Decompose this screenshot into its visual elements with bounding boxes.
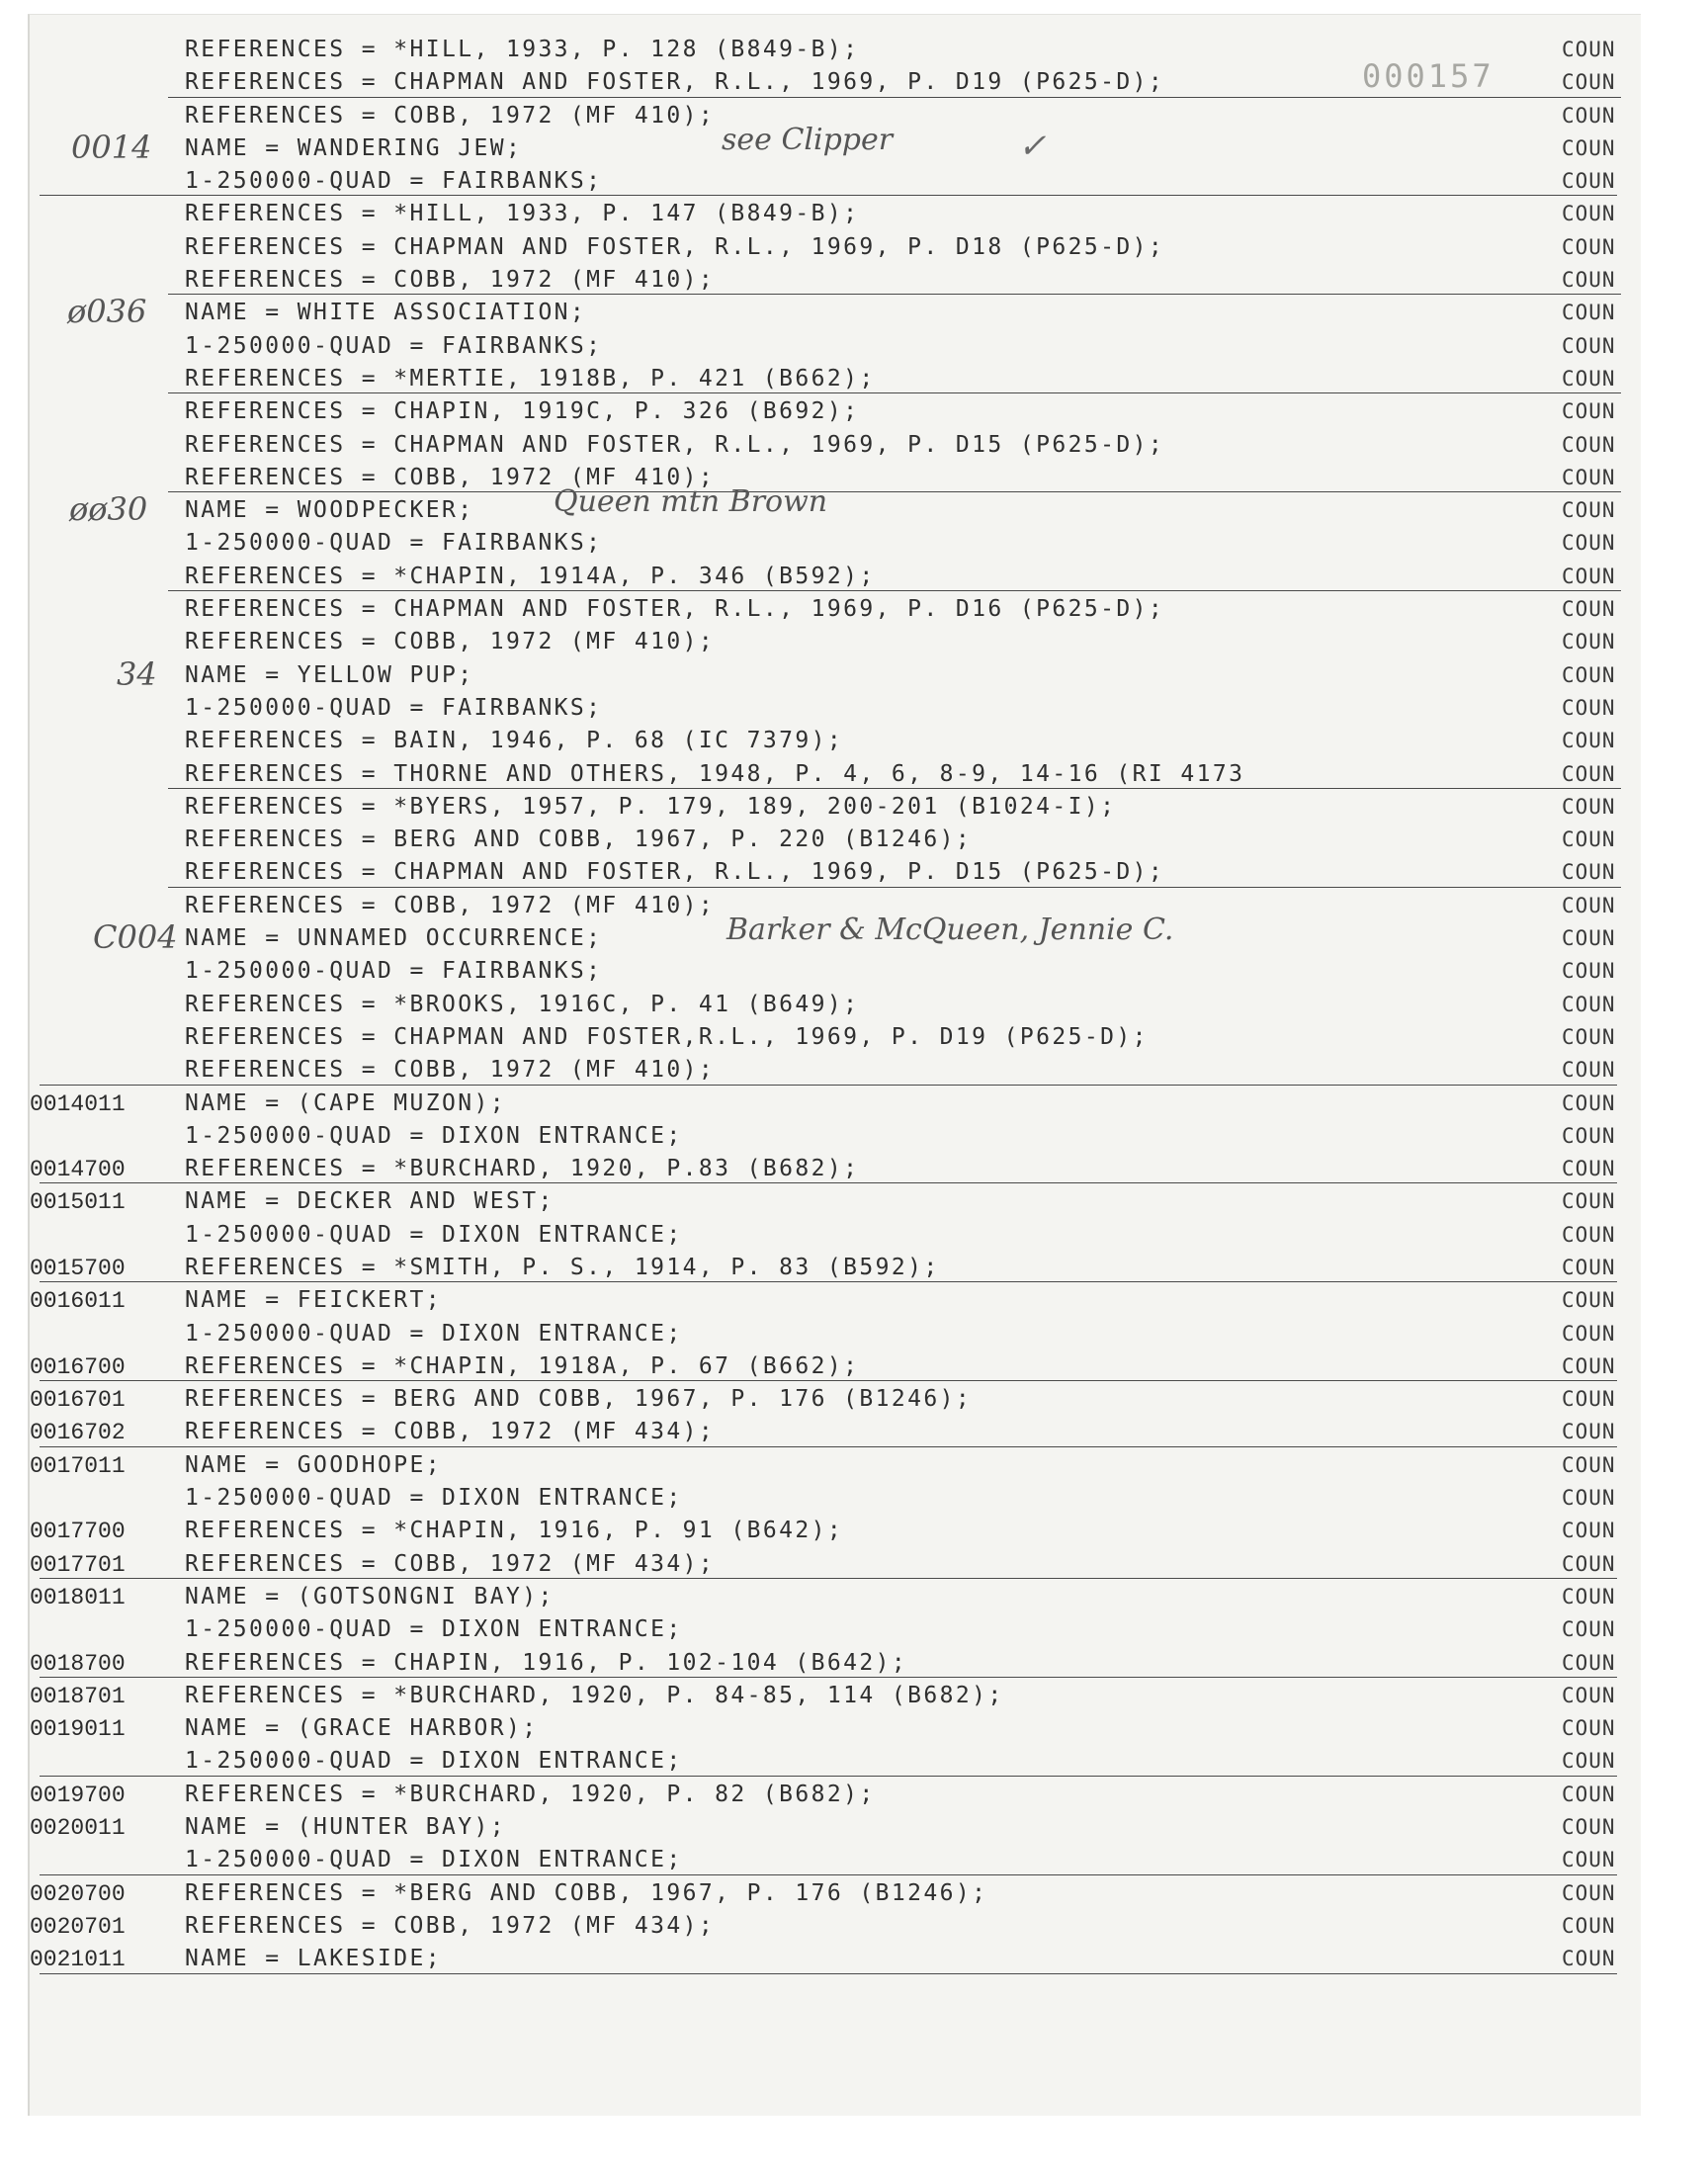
continuation-label: COUN xyxy=(1562,301,1616,325)
record-line xyxy=(0,363,1708,395)
record-line xyxy=(0,1219,1708,1252)
record-line xyxy=(0,1680,1708,1712)
continuation-label: COUN xyxy=(1562,333,1616,358)
record-line xyxy=(0,1054,1708,1087)
sequence-number: 0020700 xyxy=(30,1880,126,1907)
record-line xyxy=(0,913,1708,957)
page-number-stamp: 000157 xyxy=(1362,57,1494,95)
record-line xyxy=(0,1120,1708,1153)
sequence-number: 0015011 xyxy=(30,1189,126,1216)
record-text: REFERENCES = COBB, 1972 (MF 410); xyxy=(185,629,716,655)
record-line xyxy=(0,725,1708,757)
record-text: REFERENCES = *HILL, 1933, P. 128 (B849-B); xyxy=(185,37,860,62)
continuation-label: COUN xyxy=(1562,1387,1616,1412)
continuation-label: COUN xyxy=(1562,1749,1616,1774)
record-text: REFERENCES = *BURCHARD, 1920, P.83 (B682); xyxy=(185,1156,860,1182)
continuation-label: COUN xyxy=(1562,1551,1616,1576)
record-text: 1-250000-QUAD = FAIRBANKS; xyxy=(185,332,603,359)
record-line xyxy=(0,395,1708,428)
checkmark-icon: ✓ xyxy=(1018,126,1047,166)
record-line xyxy=(0,165,1708,198)
record-line xyxy=(0,561,1708,593)
continuation-label: COUN xyxy=(1562,1189,1616,1214)
record-line xyxy=(0,856,1708,889)
record-line xyxy=(0,1745,1708,1778)
record-text: NAME = DECKER AND WEST; xyxy=(185,1188,555,1215)
continuation-label: COUN xyxy=(1562,794,1616,819)
record-text: REFERENCES = COBB, 1972 (MF 434); xyxy=(185,1550,716,1577)
continuation-label: COUN xyxy=(1562,498,1616,523)
continuation-label: COUN xyxy=(1562,135,1616,160)
continuation-label: COUN xyxy=(1562,729,1616,753)
sequence-number: 0020011 xyxy=(30,1815,126,1842)
continuation-label: COUN xyxy=(1562,630,1616,654)
continuation-label: COUN xyxy=(1562,1584,1616,1609)
continuation-label: COUN xyxy=(1562,103,1616,128)
continuation-label: COUN xyxy=(1562,465,1616,489)
record-text: REFERENCES = *BURCHARD, 1920, P. 82 (B682); xyxy=(185,1781,876,1807)
continuation-label: COUN xyxy=(1562,1913,1616,1938)
record-text: REFERENCES = COBB, 1972 (MF 410); xyxy=(185,464,716,490)
record-text: NAME = WANDERING JEW; xyxy=(185,134,523,161)
sequence-number: 0020701 xyxy=(30,1913,126,1940)
handwritten-record-number: øø30 xyxy=(69,490,148,529)
record-line xyxy=(0,824,1708,856)
record-line xyxy=(0,198,1708,230)
record-text: REFERENCES = *SMITH, P. S., 1914, P. 83 (B592); xyxy=(185,1254,940,1280)
continuation-label: COUN xyxy=(1562,531,1616,556)
continuation-label: COUN xyxy=(1562,1090,1616,1115)
sequence-number: 0017011 xyxy=(30,1452,126,1479)
record-line xyxy=(0,264,1708,297)
record-text: REFERENCES = CHAPIN, 1919C, P. 326 (B692); xyxy=(185,398,860,425)
record-text: 1-250000-QUAD = DIXON ENTRANCE; xyxy=(185,1847,683,1873)
record-text: REFERENCES = COBB, 1972 (MF 434); xyxy=(185,1419,716,1445)
record-line xyxy=(0,1877,1708,1910)
record-line xyxy=(0,1153,1708,1185)
record-line xyxy=(0,66,1708,99)
record-text: NAME = WOODPECKER; xyxy=(185,497,474,524)
record-text: REFERENCES = COBB, 1972 (MF 410); xyxy=(185,1057,716,1084)
continuation-label: COUN xyxy=(1562,1255,1616,1279)
record-line xyxy=(0,989,1708,1021)
record-text: 1-250000-QUAD = DIXON ENTRANCE; xyxy=(185,1320,683,1347)
handwritten-note: Barker & McQueen, Jennie C. xyxy=(726,913,1174,948)
record-line xyxy=(0,462,1708,494)
continuation-label: COUN xyxy=(1562,1157,1616,1181)
record-line xyxy=(0,330,1708,363)
continuation-label: COUN xyxy=(1562,70,1616,95)
continuation-label: COUN xyxy=(1562,399,1616,424)
record-listing xyxy=(0,34,1708,1976)
continuation-label: COUN xyxy=(1562,169,1616,194)
continuation-label: COUN xyxy=(1562,1947,1616,1971)
record-text: NAME = WHITE ASSOCIATION; xyxy=(185,300,587,326)
record-text: REFERENCES = *MERTIE, 1918B, P. 421 (B662); xyxy=(185,365,876,392)
continuation-label: COUN xyxy=(1562,695,1616,720)
sequence-number: 0021011 xyxy=(30,1947,126,1973)
record-text: REFERENCES = CHAPMAN AND FOSTER, R.L., 1969, P. D15 (P625-D); xyxy=(185,431,1165,458)
sequence-number: 0016702 xyxy=(30,1420,126,1446)
record-line xyxy=(0,1647,1708,1680)
record-line xyxy=(0,231,1708,264)
record-text: 1-250000-QUAD = FAIRBANKS; xyxy=(185,694,603,721)
record-text: REFERENCES = COBB, 1972 (MF 410); xyxy=(185,102,716,129)
handwritten-record-number: 34 xyxy=(117,654,157,693)
sequence-number: 0018011 xyxy=(30,1584,126,1610)
continuation-label: COUN xyxy=(1562,202,1616,226)
record-text: REFERENCES = *CHAPIN, 1918A, P. 67 (B662); xyxy=(185,1352,860,1379)
continuation-label: COUN xyxy=(1562,432,1616,457)
record-line xyxy=(0,654,1708,693)
record-line xyxy=(0,122,1708,166)
record-text: 1-250000-QUAD = FAIRBANKS; xyxy=(185,958,603,985)
continuation-label: COUN xyxy=(1562,268,1616,293)
continuation-label: COUN xyxy=(1562,893,1616,917)
record-text: 1-250000-QUAD = FAIRBANKS; xyxy=(185,168,603,195)
record-text: REFERENCES = COBB, 1972 (MF 410); xyxy=(185,267,716,294)
record-line xyxy=(0,1844,1708,1876)
continuation-label: COUN xyxy=(1562,1452,1616,1477)
continuation-label: COUN xyxy=(1562,1420,1616,1444)
record-line xyxy=(0,1416,1708,1448)
record-text: REFERENCES = *CHAPIN, 1916, P. 91 (B642); xyxy=(185,1518,844,1544)
record-text: REFERENCES = CHAPMAN AND FOSTER, R.L., 1969, P. D16 (P625-D); xyxy=(185,596,1165,623)
record-text: 1-250000-QUAD = DIXON ENTRANCE; xyxy=(185,1616,683,1643)
record-line xyxy=(0,484,1708,529)
record-text: REFERENCES = BERG AND COBB, 1967, P. 220 (B1246); xyxy=(185,826,973,853)
continuation-label: COUN xyxy=(1562,1321,1616,1346)
continuation-label: COUN xyxy=(1562,597,1616,622)
continuation-label: COUN xyxy=(1562,992,1616,1016)
record-text: 1-250000-QUAD = DIXON ENTRANCE; xyxy=(185,1221,683,1248)
sequence-number: 0017700 xyxy=(30,1519,126,1545)
record-line xyxy=(0,1021,1708,1054)
handwritten-record-number: ø036 xyxy=(67,293,147,331)
continuation-label: COUN xyxy=(1562,1617,1616,1642)
continuation-label: COUN xyxy=(1562,827,1616,852)
handwritten-note: see Clipper xyxy=(722,122,894,157)
record-text: REFERENCES = *BYERS, 1957, P. 179, 189, 200-201 (B1024-I); xyxy=(185,793,1117,820)
continuation-label: COUN xyxy=(1562,1519,1616,1543)
record-line xyxy=(0,34,1708,66)
continuation-label: COUN xyxy=(1562,1123,1616,1148)
continuation-label: COUN xyxy=(1562,761,1616,786)
record-text: REFERENCES = *BERG AND COBB, 1967, P. 176 (B1246); xyxy=(185,1879,988,1906)
continuation-label: COUN xyxy=(1562,926,1616,951)
continuation-label: COUN xyxy=(1562,1716,1616,1741)
continuation-label: COUN xyxy=(1562,1650,1616,1675)
record-line xyxy=(0,1515,1708,1547)
record-text: NAME = FEICKERT; xyxy=(185,1287,442,1314)
record-text: NAME = GOODHOPE; xyxy=(185,1451,442,1478)
record-text: REFERENCES = CHAPMAN AND FOSTER, R.L., 1969, P. D15 (P625-D); xyxy=(185,859,1165,886)
record-text: REFERENCES = COBB, 1972 (MF 434); xyxy=(185,1912,716,1939)
record-text: 1-250000-QUAD = DIXON ENTRANCE; xyxy=(185,1485,683,1512)
continuation-label: COUN xyxy=(1562,1288,1616,1313)
record-line xyxy=(0,791,1708,824)
continuation-label: COUN xyxy=(1562,959,1616,984)
continuation-label: COUN xyxy=(1562,564,1616,588)
record-text: REFERENCES = *CHAPIN, 1914A, P. 346 (B592); xyxy=(185,563,876,589)
record-text: 1-250000-QUAD = DIXON ENTRANCE; xyxy=(185,1748,683,1775)
sequence-number: 0014700 xyxy=(30,1157,126,1183)
continuation-label: COUN xyxy=(1562,1024,1616,1049)
sequence-number: 0016011 xyxy=(30,1288,126,1315)
record-text: NAME = LAKESIDE; xyxy=(185,1946,442,1972)
record-text: REFERENCES = *HILL, 1933, P. 147 (B849-B); xyxy=(185,201,860,227)
continuation-label: COUN xyxy=(1562,860,1616,885)
sequence-number: 0014011 xyxy=(30,1090,126,1117)
continuation-label: COUN xyxy=(1562,1486,1616,1511)
record-line xyxy=(0,692,1708,725)
handwritten-record-number: C004 xyxy=(93,918,178,957)
record-line xyxy=(0,1318,1708,1350)
record-line xyxy=(0,758,1708,791)
continuation-label: COUN xyxy=(1562,1353,1616,1378)
record-line xyxy=(0,1350,1708,1383)
record-line xyxy=(0,1383,1708,1416)
record-line xyxy=(0,293,1708,331)
handwritten-note: Queen mtn Brown xyxy=(554,484,828,520)
record-line xyxy=(0,1088,1708,1120)
continuation-label: COUN xyxy=(1562,1683,1616,1707)
record-line xyxy=(0,1910,1708,1943)
record-text: REFERENCES = CHAPMAN AND FOSTER,R.L., 1969, P. D19 (P625-D); xyxy=(185,1023,1149,1050)
record-line xyxy=(0,429,1708,462)
sequence-number: 0015700 xyxy=(30,1255,126,1281)
sequence-number: 0019700 xyxy=(30,1782,126,1808)
record-text: REFERENCES = BAIN, 1946, P. 68 (IC 7379); xyxy=(185,728,844,754)
continuation-label: COUN xyxy=(1562,1815,1616,1840)
sequence-number: 0017701 xyxy=(30,1551,126,1578)
record-text: NAME = (GOTSONGNI BAY); xyxy=(185,1583,555,1610)
record-text: NAME = (CAPE MUZON); xyxy=(185,1089,506,1116)
record-line xyxy=(0,1811,1708,1844)
continuation-label: COUN xyxy=(1562,234,1616,259)
record-line xyxy=(0,1482,1708,1515)
record-text: REFERENCES = THORNE AND OTHERS, 1948, P. 4, 6, 8-9, 14-16 (RI 4173 xyxy=(185,760,1245,787)
continuation-label: COUN xyxy=(1562,1782,1616,1806)
record-line xyxy=(0,1581,1708,1613)
record-line xyxy=(0,1185,1708,1218)
record-line xyxy=(0,1548,1708,1581)
continuation-label: COUN xyxy=(1562,1880,1616,1905)
record-text: NAME = (HUNTER BAY); xyxy=(185,1814,506,1841)
record-text: REFERENCES = CHAPMAN AND FOSTER, R.L., 1969, P. D18 (P625-D); xyxy=(185,233,1165,260)
record-line xyxy=(0,527,1708,560)
record-text: REFERENCES = BERG AND COBB, 1967, P. 176 (B1246); xyxy=(185,1386,973,1413)
sequence-number: 0016700 xyxy=(30,1353,126,1380)
record-line xyxy=(0,1284,1708,1317)
continuation-label: COUN xyxy=(1562,38,1616,61)
handwritten-record-number: 0014 xyxy=(71,128,152,166)
continuation-label: COUN xyxy=(1562,1222,1616,1247)
sequence-number: 0018701 xyxy=(30,1683,126,1709)
record-text: REFERENCES = *BROOKS, 1916C, P. 41 (B649); xyxy=(185,991,860,1017)
record-line xyxy=(0,593,1708,626)
sequence-number: 0019011 xyxy=(30,1716,126,1743)
record-line xyxy=(0,1779,1708,1811)
record-text: REFERENCES = COBB, 1972 (MF 410); xyxy=(185,892,716,918)
continuation-label: COUN xyxy=(1562,662,1616,687)
record-line xyxy=(0,955,1708,988)
continuation-label: COUN xyxy=(1562,1058,1616,1083)
continuation-label: COUN xyxy=(1562,1848,1616,1872)
record-line xyxy=(0,626,1708,658)
continuation-label: COUN xyxy=(1562,366,1616,391)
record-text: 1-250000-QUAD = DIXON ENTRANCE; xyxy=(185,1122,683,1149)
record-line xyxy=(0,1252,1708,1284)
record-line xyxy=(0,1712,1708,1745)
record-text: 1-250000-QUAD = FAIRBANKS; xyxy=(185,530,603,557)
record-text: NAME = UNNAMED OCCURRENCE; xyxy=(185,925,603,952)
record-text: REFERENCES = *BURCHARD, 1920, P. 84-85, 114 (B682); xyxy=(185,1682,1004,1708)
record-text: REFERENCES = CHAPIN, 1916, P. 102-104 (B642); xyxy=(185,1649,908,1676)
sequence-number: 0016701 xyxy=(30,1387,126,1414)
record-text: REFERENCES = CHAPMAN AND FOSTER, R.L., 1969, P. D19 (P625-D); xyxy=(185,69,1165,96)
record-line xyxy=(0,1943,1708,1975)
record-text: NAME = (GRACE HARBOR); xyxy=(185,1715,539,1742)
record-line xyxy=(0,1449,1708,1482)
sequence-number: 0018700 xyxy=(30,1650,126,1677)
record-text: NAME = YELLOW PUP; xyxy=(185,661,474,688)
record-line xyxy=(0,1613,1708,1646)
